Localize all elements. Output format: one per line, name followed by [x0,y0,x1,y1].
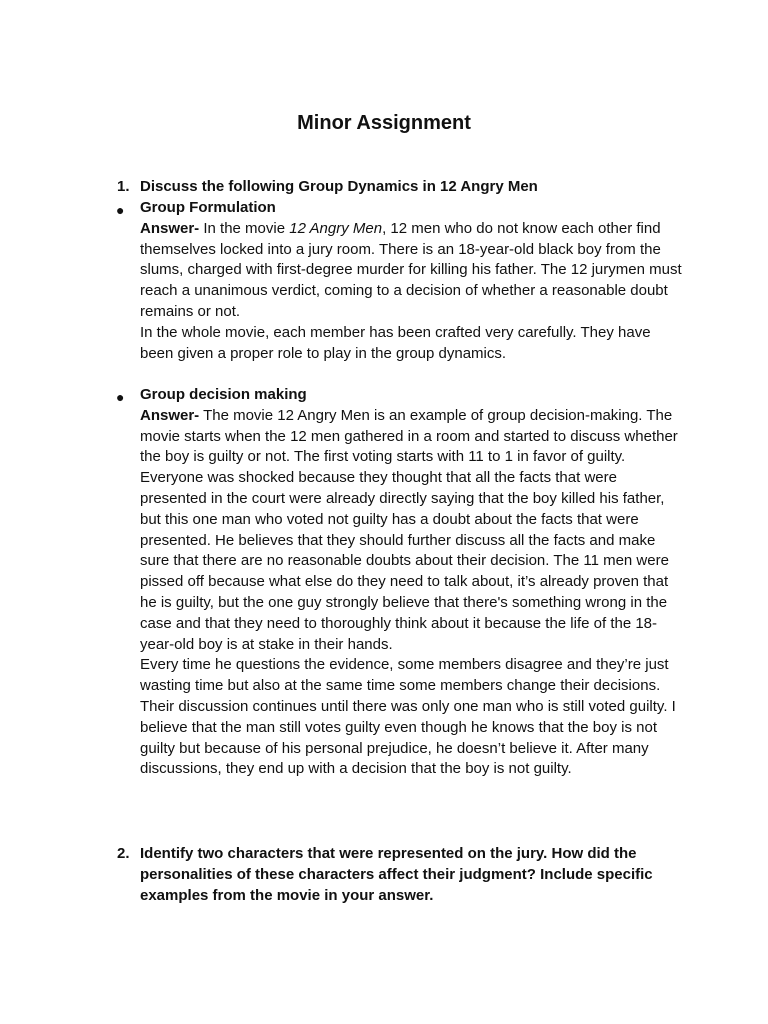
answer-paragraph [140,219,685,323]
bullet-icon: ● [116,202,125,218]
question-text: Identify two characters that were represented on the jury. How did the personalities of these characters affect their judgment? Include specific examples from the movie in your answer. [140,845,653,904]
section-group-decision-making [140,385,685,780]
answer-label: Answer- [140,219,200,237]
question-number: 1. [117,178,130,195]
answer-text: In the movie [199,219,290,237]
answer-text: , 12 men who do not know each other find themselves locked into a jury room. There is an 18-year-old black boy from the slums, charged with first-degree murder for killing his father. The 12 jurymen must reach a unanimous verdict, coming to a decision of whether a reasonable doubt remains or not. [140,219,682,320]
bullet-icon: ● [116,389,125,405]
page-title: Minor Assignment [297,112,471,134]
section-heading: Group Formulation [140,199,276,216]
answer-paragraph: In the whole movie, each member has been crafted very carefully. They have been given a proper role to play in the group dynamics. [140,323,651,362]
answer-text: The movie 12 Angry Men is an example of group decision-making. The movie starts when the 12 men gathered in a room and started to discuss whether the boy is guilty or not. The first voting starts with 11 to 1 in favor of guilty. Everyone was shocked because they thought that all the facts that were presented in the court were already directly saying that the boy killed his father, but this one man who voted not guilty has a doubt about the facts that were presented. He believes that they should further discuss all the facts and make sure that there are no reasonable doubts about their decision. The 11 men were pissed off because what else do they need to talk about, it’s already proven that he is guilty, but the one guy strongly believe that there's something wrong in the case and that they need to thoroughly think about it because the life of the 18-year-old boy is at stake in their hands. [140,406,678,653]
answer-paragraph [140,406,685,656]
question-text: Discuss the following Group Dynamics in 12 Angry Men [140,178,538,195]
section-group-formulation [140,198,685,364]
movie-title: 12 Angry Men [289,219,383,237]
answer-paragraph: Every time he questions the evidence, some members disagree and they’re just wasting time but also at the same time some members change their decisions. Their discussion continues until there was only one man who is still voted guilty. I believe that the man still votes guilty even though he knows that the boy is not guilty but because of his personal prejudice, he doesn’t believe it. After many discussions, they end up with a decision that the boy is not guilty. [140,656,676,778]
question-number: 2. [117,845,130,862]
answer-label: Answer- [140,406,200,424]
section-heading: Group decision making [140,386,307,403]
